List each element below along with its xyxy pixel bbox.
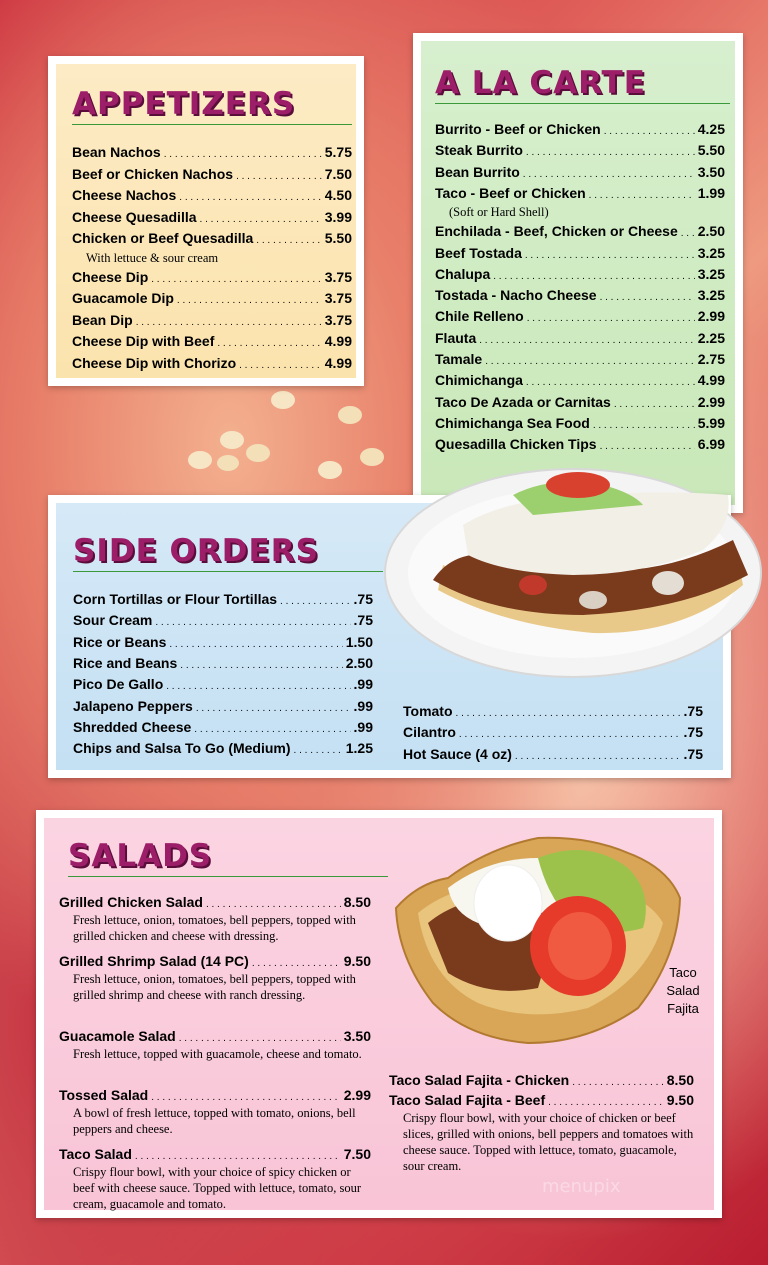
chimichanga-sea-food-price: 5.99 [697, 414, 725, 431]
cheese-nachos-price: 4.50 [324, 187, 352, 203]
beef-or-chicken-nachos-name: Beef or Chicken Nachos [72, 165, 234, 182]
hot-sauce-4-oz-leader-dots [515, 746, 681, 762]
taco-salad-fajita-beef-name: Taco Salad Fajita - Beef [389, 1092, 546, 1108]
caption-line-3: Fajita [667, 1001, 699, 1016]
beef-tostada-leader-dots [525, 245, 695, 261]
cheese-dip-with-chorizo-price: 4.99 [324, 354, 352, 371]
guacamole-salad-price: 3.50 [343, 1028, 371, 1044]
a-la-carte-title: A LA CARTE [435, 65, 646, 101]
chile-relleno-name: Chile Relleno [435, 308, 524, 325]
shredded-cheese-row [73, 719, 373, 735]
sour-cream-row [73, 612, 373, 628]
chalupa-name: Chalupa [435, 265, 491, 282]
salads-title: SALADS [68, 838, 213, 874]
cheese-nachos-name: Cheese Nachos [72, 187, 177, 203]
quesadilla-chicken-tips-row [435, 436, 725, 452]
rice-and-beans-name: Rice and Beans [73, 654, 178, 671]
bean-dip-name: Bean Dip [72, 311, 133, 328]
side-orders-rule [73, 571, 383, 572]
cilantro-leader-dots [459, 724, 681, 740]
cheese-dip-with-beef-leader-dots [217, 333, 321, 349]
sour-cream-leader-dots [155, 612, 350, 628]
taco-de-azada-or-carnitas-price: 2.99 [697, 393, 725, 410]
chimichanga-sea-food-row [435, 415, 725, 431]
jalapeno-peppers-row [73, 698, 373, 714]
taco-beef-or-chicken-price: 1.99 [697, 184, 725, 201]
chile-relleno-row [435, 308, 725, 324]
bean-burrito-price: 3.50 [697, 163, 725, 180]
taco-salad-fajita-beef-price: 9.50 [666, 1092, 694, 1108]
cilantro-name: Cilantro [403, 724, 456, 741]
beef-or-chicken-nachos-leader-dots [236, 166, 322, 182]
tomato-row [403, 703, 703, 719]
chips-and-salsa-to-go-medium-price: 1.25 [345, 740, 373, 757]
tomato-leader-dots [456, 703, 681, 719]
grilled-chicken-salad-price: 8.50 [343, 894, 371, 910]
rice-and-beans-row [73, 655, 373, 671]
shredded-cheese-name: Shredded Cheese [73, 718, 192, 735]
shredded-cheese-leader-dots [194, 719, 350, 735]
chicken-or-beef-quesadilla-description: With lettuce & sour cream [86, 250, 219, 265]
grilled-shrimp-salad-14-pc-row [59, 953, 371, 969]
rice-and-beans-price: 2.50 [345, 654, 373, 671]
flauta-leader-dots [479, 330, 695, 346]
chimichanga-sea-food-name: Chimichanga Sea Food [435, 414, 590, 431]
cheese-nachos-leader-dots [179, 187, 321, 203]
bean-dip-price: 3.75 [324, 311, 352, 328]
grilled-chicken-salad-row [59, 894, 371, 910]
guacamole-salad-name: Guacamole Salad [59, 1028, 176, 1044]
taco-salad-leader-dots [135, 1146, 341, 1162]
chicken-or-beef-quesadilla-name: Chicken or Beef Quesadilla [72, 230, 254, 246]
chile-relleno-leader-dots [527, 308, 695, 324]
tossed-salad-name: Tossed Salad [59, 1087, 149, 1103]
taco-salad-price: 7.50 [343, 1146, 371, 1162]
chimichanga-price: 4.99 [697, 372, 725, 389]
cilantro-price: .75 [683, 724, 703, 741]
tamale-price: 2.75 [697, 351, 725, 367]
guacamole-dip-price: 3.75 [324, 290, 352, 306]
cheese-dip-with-chorizo-name: Cheese Dip with Chorizo [72, 354, 237, 371]
tossed-salad-leader-dots [151, 1087, 341, 1103]
cheese-dip-with-chorizo-leader-dots [239, 355, 322, 371]
chimichanga-leader-dots [526, 372, 695, 388]
tostada-nacho-cheese-row [435, 287, 725, 303]
burrito-beef-or-chicken-price: 4.25 [697, 121, 725, 137]
cheese-nachos-row [72, 187, 352, 203]
guacamole-dip-row [72, 290, 352, 306]
jalapeno-peppers-leader-dots [196, 698, 351, 714]
tamale-leader-dots [485, 351, 695, 367]
taco-salad-description: Crispy flour bowl, with your choice of spicy chicken or beef with cheese sauce. Topped with lettuce, tomato, sour cream, guacamole and tomato. [73, 1165, 362, 1211]
tomato-price: .75 [683, 703, 703, 719]
rice-or-beans-row [73, 634, 373, 650]
pico-de-gallo-row [73, 676, 373, 692]
chile-relleno-price: 2.99 [697, 308, 725, 325]
steak-burrito-leader-dots [526, 142, 695, 158]
tossed-salad-row [59, 1087, 371, 1103]
hot-sauce-4-oz-row [403, 746, 703, 762]
cheese-quesadilla-name: Cheese Quesadilla [72, 208, 197, 225]
taco-salad-row [59, 1146, 371, 1162]
corn-tortillas-or-flour-tortillas-name: Corn Tortillas or Flour Tortillas [73, 591, 278, 607]
appetizers-rule [72, 124, 352, 125]
sour-cream-name: Sour Cream [73, 612, 153, 629]
grilled-chicken-salad-name: Grilled Chicken Salad [59, 894, 203, 910]
sour-cream-price: .75 [353, 612, 373, 629]
grilled-shrimp-salad-14-pc-name: Grilled Shrimp Salad (14 PC) [59, 953, 249, 969]
rice-or-beans-price: 1.50 [345, 633, 373, 650]
bean-nachos-row [72, 144, 352, 160]
cheese-quesadilla-row [72, 209, 352, 225]
tostada-nacho-cheese-name: Tostada - Nacho Cheese [435, 287, 597, 304]
caption-line-2: Salad [666, 983, 700, 998]
quesadilla-chicken-tips-leader-dots [600, 436, 695, 452]
tostada-nacho-cheese-leader-dots [600, 287, 695, 303]
bean-dip-leader-dots [136, 312, 322, 328]
cheese-dip-price: 3.75 [324, 268, 352, 285]
guacamole-salad-description: Fresh lettuce, topped with guacamole, cheese and tomato. [73, 1047, 362, 1061]
chips-and-salsa-to-go-medium-name: Chips and Salsa To Go (Medium) [73, 740, 291, 757]
burrito-beef-or-chicken-leader-dots [604, 121, 695, 137]
taco-salad-name: Taco Salad [59, 1146, 132, 1162]
cheese-dip-name: Cheese Dip [72, 268, 149, 285]
cheese-dip-with-beef-price: 4.99 [324, 333, 352, 349]
menupix-watermark: menupix [542, 1176, 621, 1197]
cheese-quesadilla-leader-dots [200, 209, 322, 225]
taco-de-azada-or-carnitas-row [435, 394, 725, 410]
steak-burrito-row [435, 142, 725, 158]
chalupa-leader-dots [493, 266, 695, 282]
taco-salad-fajita-chicken-leader-dots [572, 1072, 664, 1088]
side-orders-title: SIDE ORDERS [73, 533, 319, 569]
hot-sauce-4-oz-name: Hot Sauce (4 oz) [403, 745, 512, 762]
cheese-dip-row [72, 269, 352, 285]
rice-or-beans-leader-dots [169, 634, 342, 650]
a-la-carte-rule [435, 103, 730, 104]
cheese-dip-leader-dots [151, 269, 322, 285]
corn-tortillas-or-flour-tortillas-price: .75 [353, 591, 373, 607]
flauta-name: Flauta [435, 329, 477, 346]
salads-rule [68, 876, 388, 877]
cheese-dip-with-beef-row [72, 333, 352, 349]
burrito-beef-or-chicken-name: Burrito - Beef or Chicken [435, 121, 601, 137]
appetizers-title: APPETIZERS [72, 86, 296, 122]
chimichanga-row [435, 372, 725, 388]
taco-beef-or-chicken-description: (Soft or Hard Shell) [449, 205, 549, 220]
beef-or-chicken-nachos-row [72, 166, 352, 182]
caption-line-1: Taco [669, 965, 697, 980]
chalupa-price: 3.25 [697, 265, 725, 282]
corn-kernels-image [180, 385, 410, 495]
chicken-or-beef-quesadilla-price: 5.50 [324, 230, 352, 246]
taco-salad-fajita-chicken-price: 8.50 [666, 1072, 694, 1088]
flauta-row [435, 330, 725, 346]
a-la-carte-panel [413, 33, 743, 513]
taco-salad-fajita-beef-leader-dots [548, 1092, 664, 1108]
guacamole-salad-leader-dots [179, 1028, 341, 1044]
quesadilla-plate-image [383, 465, 768, 680]
steak-burrito-name: Steak Burrito [435, 142, 523, 159]
beef-tostada-row [435, 245, 725, 261]
pico-de-gallo-name: Pico De Gallo [73, 676, 164, 693]
bean-burrito-name: Bean Burrito [435, 163, 520, 180]
steak-burrito-price: 5.50 [697, 142, 725, 159]
taco-beef-or-chicken-name: Taco - Beef or Chicken [435, 184, 586, 201]
bean-dip-row [72, 312, 352, 328]
chicken-or-beef-quesadilla-row [72, 230, 352, 246]
jalapeno-peppers-price: .99 [353, 697, 373, 714]
corn-tortillas-or-flour-tortillas-leader-dots [280, 591, 350, 607]
cheese-dip-with-chorizo-row [72, 355, 352, 371]
corn-tortillas-or-flour-tortillas-row [73, 591, 373, 607]
chicken-or-beef-quesadilla-leader-dots [256, 230, 321, 246]
cheese-dip-with-beef-name: Cheese Dip with Beef [72, 333, 215, 349]
taco-salad-fajita-chicken-name: Taco Salad Fajita - Chicken [389, 1072, 570, 1088]
quesadilla-chicken-tips-name: Quesadilla Chicken Tips [435, 436, 597, 453]
chalupa-row [435, 266, 725, 282]
guacamole-dip-name: Guacamole Dip [72, 290, 174, 306]
cheese-quesadilla-price: 3.99 [324, 208, 352, 225]
grilled-chicken-salad-description: Fresh lettuce, onion, tomatoes, bell peppers, topped with grilled chicken and cheese with dressing. [73, 913, 356, 943]
taco-salad-fajita-beef-row [389, 1092, 694, 1108]
shredded-cheese-price: .99 [353, 718, 373, 735]
tamale-row [435, 351, 725, 367]
taco-salad-bowl-image [388, 828, 688, 1050]
bean-nachos-name: Bean Nachos [72, 144, 161, 160]
taco-de-azada-or-carnitas-leader-dots [614, 394, 695, 410]
chimichanga-sea-food-leader-dots [593, 415, 695, 431]
taco-salad-fajita-chicken-row [389, 1072, 694, 1088]
enchilada-beef-chicken-or-cheese-price: 2.50 [697, 223, 725, 240]
rice-and-beans-leader-dots [180, 655, 342, 671]
tossed-salad-price: 2.99 [343, 1087, 371, 1103]
chips-and-salsa-to-go-medium-row [73, 740, 373, 756]
tossed-salad-description: A bowl of fresh lettuce, topped with tomato, onions, bell peppers and cheese. [73, 1106, 356, 1136]
grilled-shrimp-salad-14-pc-price: 9.50 [343, 953, 371, 969]
rice-or-beans-name: Rice or Beans [73, 633, 167, 650]
chimichanga-name: Chimichanga [435, 372, 523, 389]
hot-sauce-4-oz-price: .75 [683, 745, 703, 762]
pico-de-gallo-price: .99 [353, 676, 373, 693]
quesadilla-chicken-tips-price: 6.99 [697, 436, 725, 453]
bean-nachos-price: 5.75 [324, 144, 352, 160]
taco-beef-or-chicken-row [435, 185, 725, 201]
enchilada-beef-chicken-or-cheese-name: Enchilada - Beef, Chicken or Cheese [435, 223, 678, 240]
pico-de-gallo-leader-dots [166, 676, 350, 692]
bean-nachos-leader-dots [164, 144, 322, 160]
grilled-shrimp-salad-14-pc-description: Fresh lettuce, onion, tomatoes, bell peppers, topped with grilled shrimp and cheese with ranch dressing. [73, 972, 356, 1002]
jalapeno-peppers-name: Jalapeno Peppers [73, 697, 193, 714]
flauta-price: 2.25 [697, 329, 725, 346]
tomato-name: Tomato [403, 703, 453, 719]
taco-de-azada-or-carnitas-name: Taco De Azada or Carnitas [435, 393, 611, 410]
grilled-shrimp-salad-14-pc-leader-dots [252, 953, 341, 969]
cilantro-row [403, 724, 703, 740]
enchilada-beef-chicken-or-cheese-row [435, 223, 725, 239]
enchilada-beef-chicken-or-cheese-leader-dots [681, 223, 695, 239]
chips-and-salsa-to-go-medium-leader-dots [294, 740, 343, 756]
guacamole-salad-row [59, 1028, 371, 1044]
taco-salad-fajita-beef-description: Crispy flour bowl, with your choice of chicken or beef slices, grilled with onions, bell peppers and tomatoes with cheese sauce. Topped with lettuce, tomato, guacamole, sour cream. [403, 1111, 694, 1173]
tamale-name: Tamale [435, 351, 483, 367]
guacamole-dip-leader-dots [177, 290, 322, 306]
beef-tostada-name: Beef Tostada [435, 244, 522, 261]
grilled-chicken-salad-leader-dots [206, 894, 341, 910]
taco-beef-or-chicken-leader-dots [589, 185, 695, 201]
tostada-nacho-cheese-price: 3.25 [697, 287, 725, 304]
beef-or-chicken-nachos-price: 7.50 [324, 165, 352, 182]
bean-burrito-row [435, 164, 725, 180]
appetizers-panel [48, 56, 364, 386]
beef-tostada-price: 3.25 [697, 244, 725, 261]
bean-burrito-leader-dots [523, 164, 695, 180]
burrito-beef-or-chicken-row [435, 121, 725, 137]
